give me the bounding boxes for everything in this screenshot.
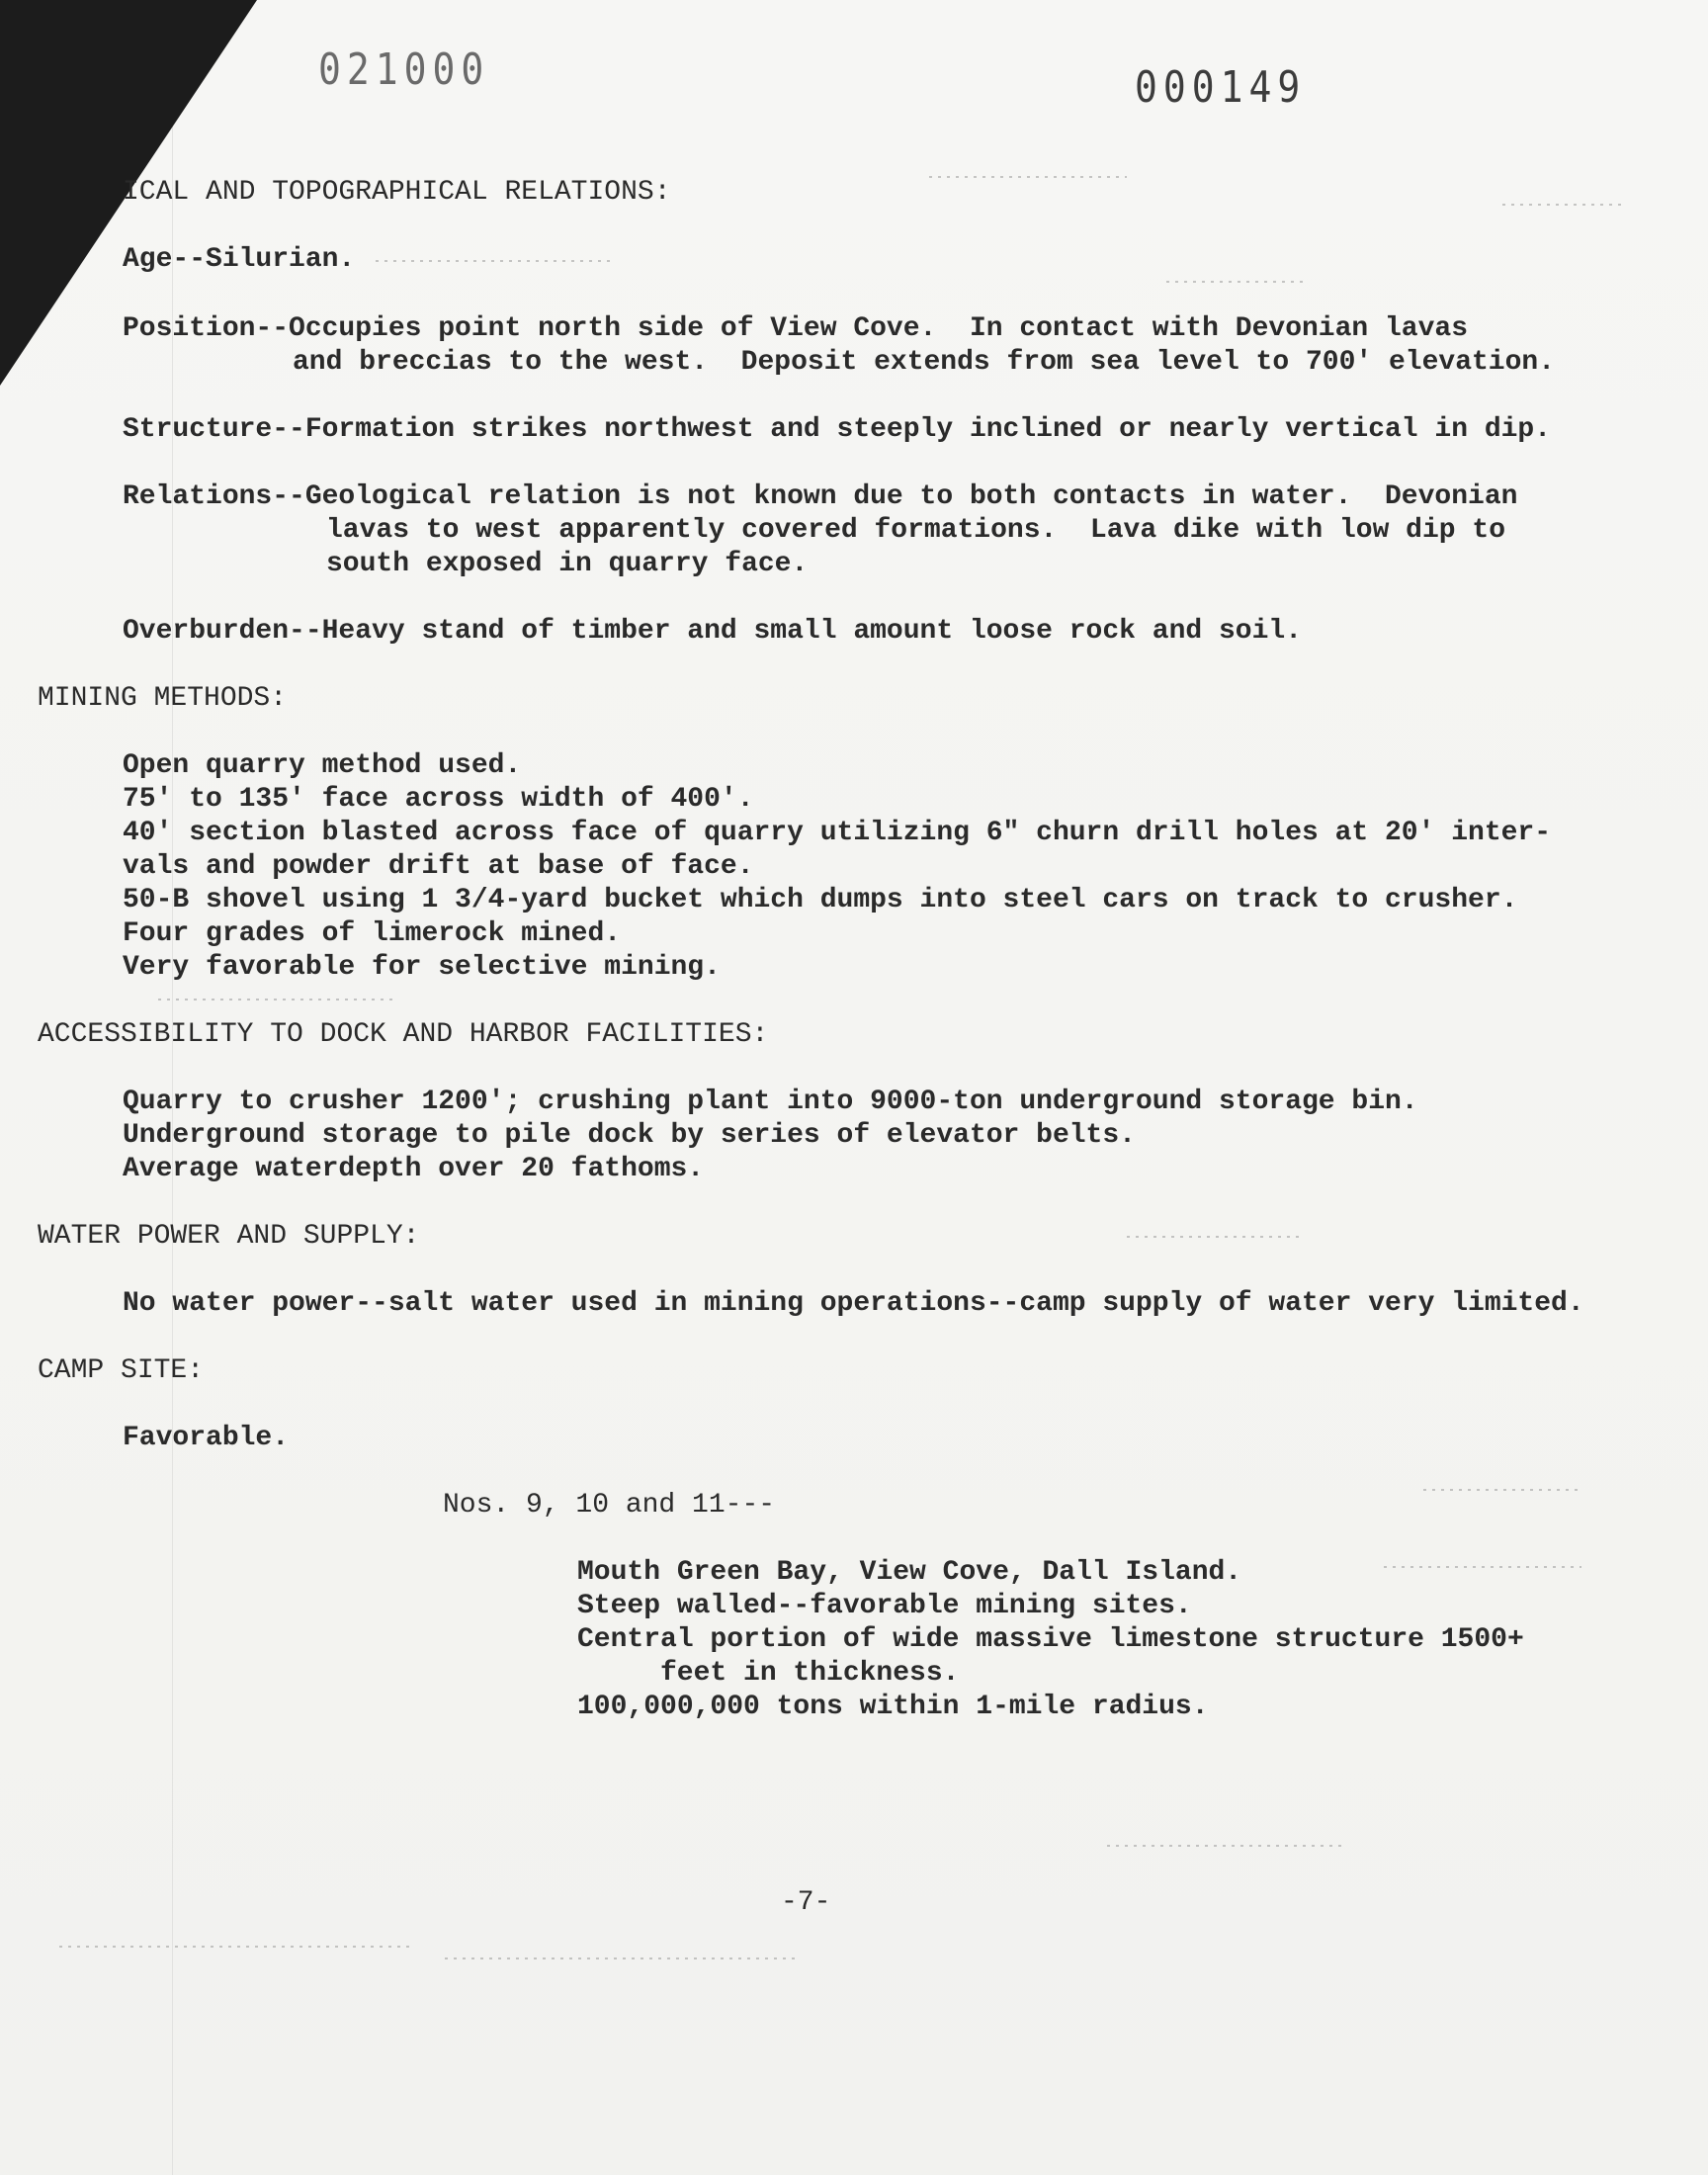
- scan-noise: [59, 1946, 415, 1948]
- text-line-overburden: Overburden--Heavy stand of timber and small amount loose rock and soil.: [123, 616, 1302, 647]
- text-line-access-3: Average waterdepth over 20 fathoms.: [123, 1154, 705, 1184]
- text-line-relations-2: lavas to west apparently covered formations. Lava dike with low dip to: [326, 515, 1505, 546]
- text-line-age: Age--Silurian.: [123, 244, 356, 275]
- text-line-mining-1: Open quarry method used.: [123, 750, 522, 781]
- text-line-camp-1: Favorable.: [123, 1423, 290, 1453]
- scan-noise: [1127, 1236, 1305, 1238]
- scan-noise: [1384, 1566, 1581, 1568]
- text-line-access-1: Quarry to crusher 1200'; crushing plant into 9000-ton underground storage bin.: [123, 1087, 1418, 1117]
- text-line-mining-5: 50-B shovel using 1 3/4-yard bucket which dumps into steel cars on track to crusher.: [123, 885, 1518, 915]
- text-line-nos: Nos. 9, 10 and 11---: [443, 1490, 776, 1521]
- text-line-mining-4: vals and powder drift at base of face.: [123, 851, 754, 882]
- text-line-nos-1: Mouth Green Bay, View Cove, Dall Island.: [577, 1557, 1242, 1588]
- text-line-nos-4: feet in thickness.: [660, 1658, 960, 1689]
- text-line-h-relations: ICAL AND TOPOGRAPHICAL RELATIONS:: [123, 177, 671, 208]
- text-line-mining-3: 40' section blasted across face of quarry utilizing 6" churn drill holes at 20' inter-: [123, 818, 1552, 848]
- text-line-mining-6: Four grades of limerock mined.: [123, 918, 622, 949]
- scan-noise: [1423, 1489, 1581, 1491]
- scan-noise: [1166, 281, 1305, 283]
- text-line-mining-7: Very favorable for selective mining.: [123, 952, 721, 983]
- scan-noise: [158, 999, 395, 1000]
- text-line-h-camp: CAMP SITE:: [38, 1355, 205, 1386]
- scan-noise: [929, 176, 1127, 178]
- text-line-h-mining: MINING METHODS:: [38, 683, 288, 714]
- text-line-access-2: Underground storage to pile dock by series of elevator belts.: [123, 1120, 1136, 1151]
- text-line-h-access: ACCESSIBILITY TO DOCK AND HARBOR FACILITIES:: [38, 1019, 769, 1050]
- text-line-position-2: and breccias to the west. Deposit extends from sea level to 700' elevation.: [293, 347, 1556, 378]
- text-line-position-1: Position--Occupies point north side of View Cove. In contact with Devonian lavas: [123, 313, 1469, 344]
- text-line-water-1: No water power--salt water used in mining operations--camp supply of water very limited.: [123, 1288, 1584, 1319]
- scan-noise: [1107, 1845, 1344, 1847]
- archive-stamp-left: 021000: [318, 44, 490, 95]
- text-line-mining-2: 75' to 135' face across width of 400'.: [123, 784, 754, 815]
- scan-noise: [376, 260, 613, 262]
- scan-noise: [1502, 204, 1621, 206]
- text-line-nos-2: Steep walled--favorable mining sites.: [577, 1591, 1192, 1621]
- text-line-page-number: -7-: [781, 1887, 831, 1918]
- archive-stamp-right: 000149: [1135, 61, 1307, 113]
- text-line-nos-3: Central portion of wide massive limestone structure 1500+: [577, 1624, 1524, 1655]
- text-line-structure: Structure--Formation strikes northwest and steeply inclined or nearly vertical in dip.: [123, 414, 1552, 445]
- text-line-relations-1: Relations--Geological relation is not known due to both contacts in water. Devonian: [123, 481, 1518, 512]
- text-line-relations-3: south exposed in quarry face.: [326, 549, 809, 579]
- text-line-h-water: WATER POWER AND SUPPLY:: [38, 1221, 420, 1252]
- scan-noise: [445, 1958, 801, 1959]
- text-line-nos-5: 100,000,000 tons within 1-mile radius.: [577, 1692, 1209, 1722]
